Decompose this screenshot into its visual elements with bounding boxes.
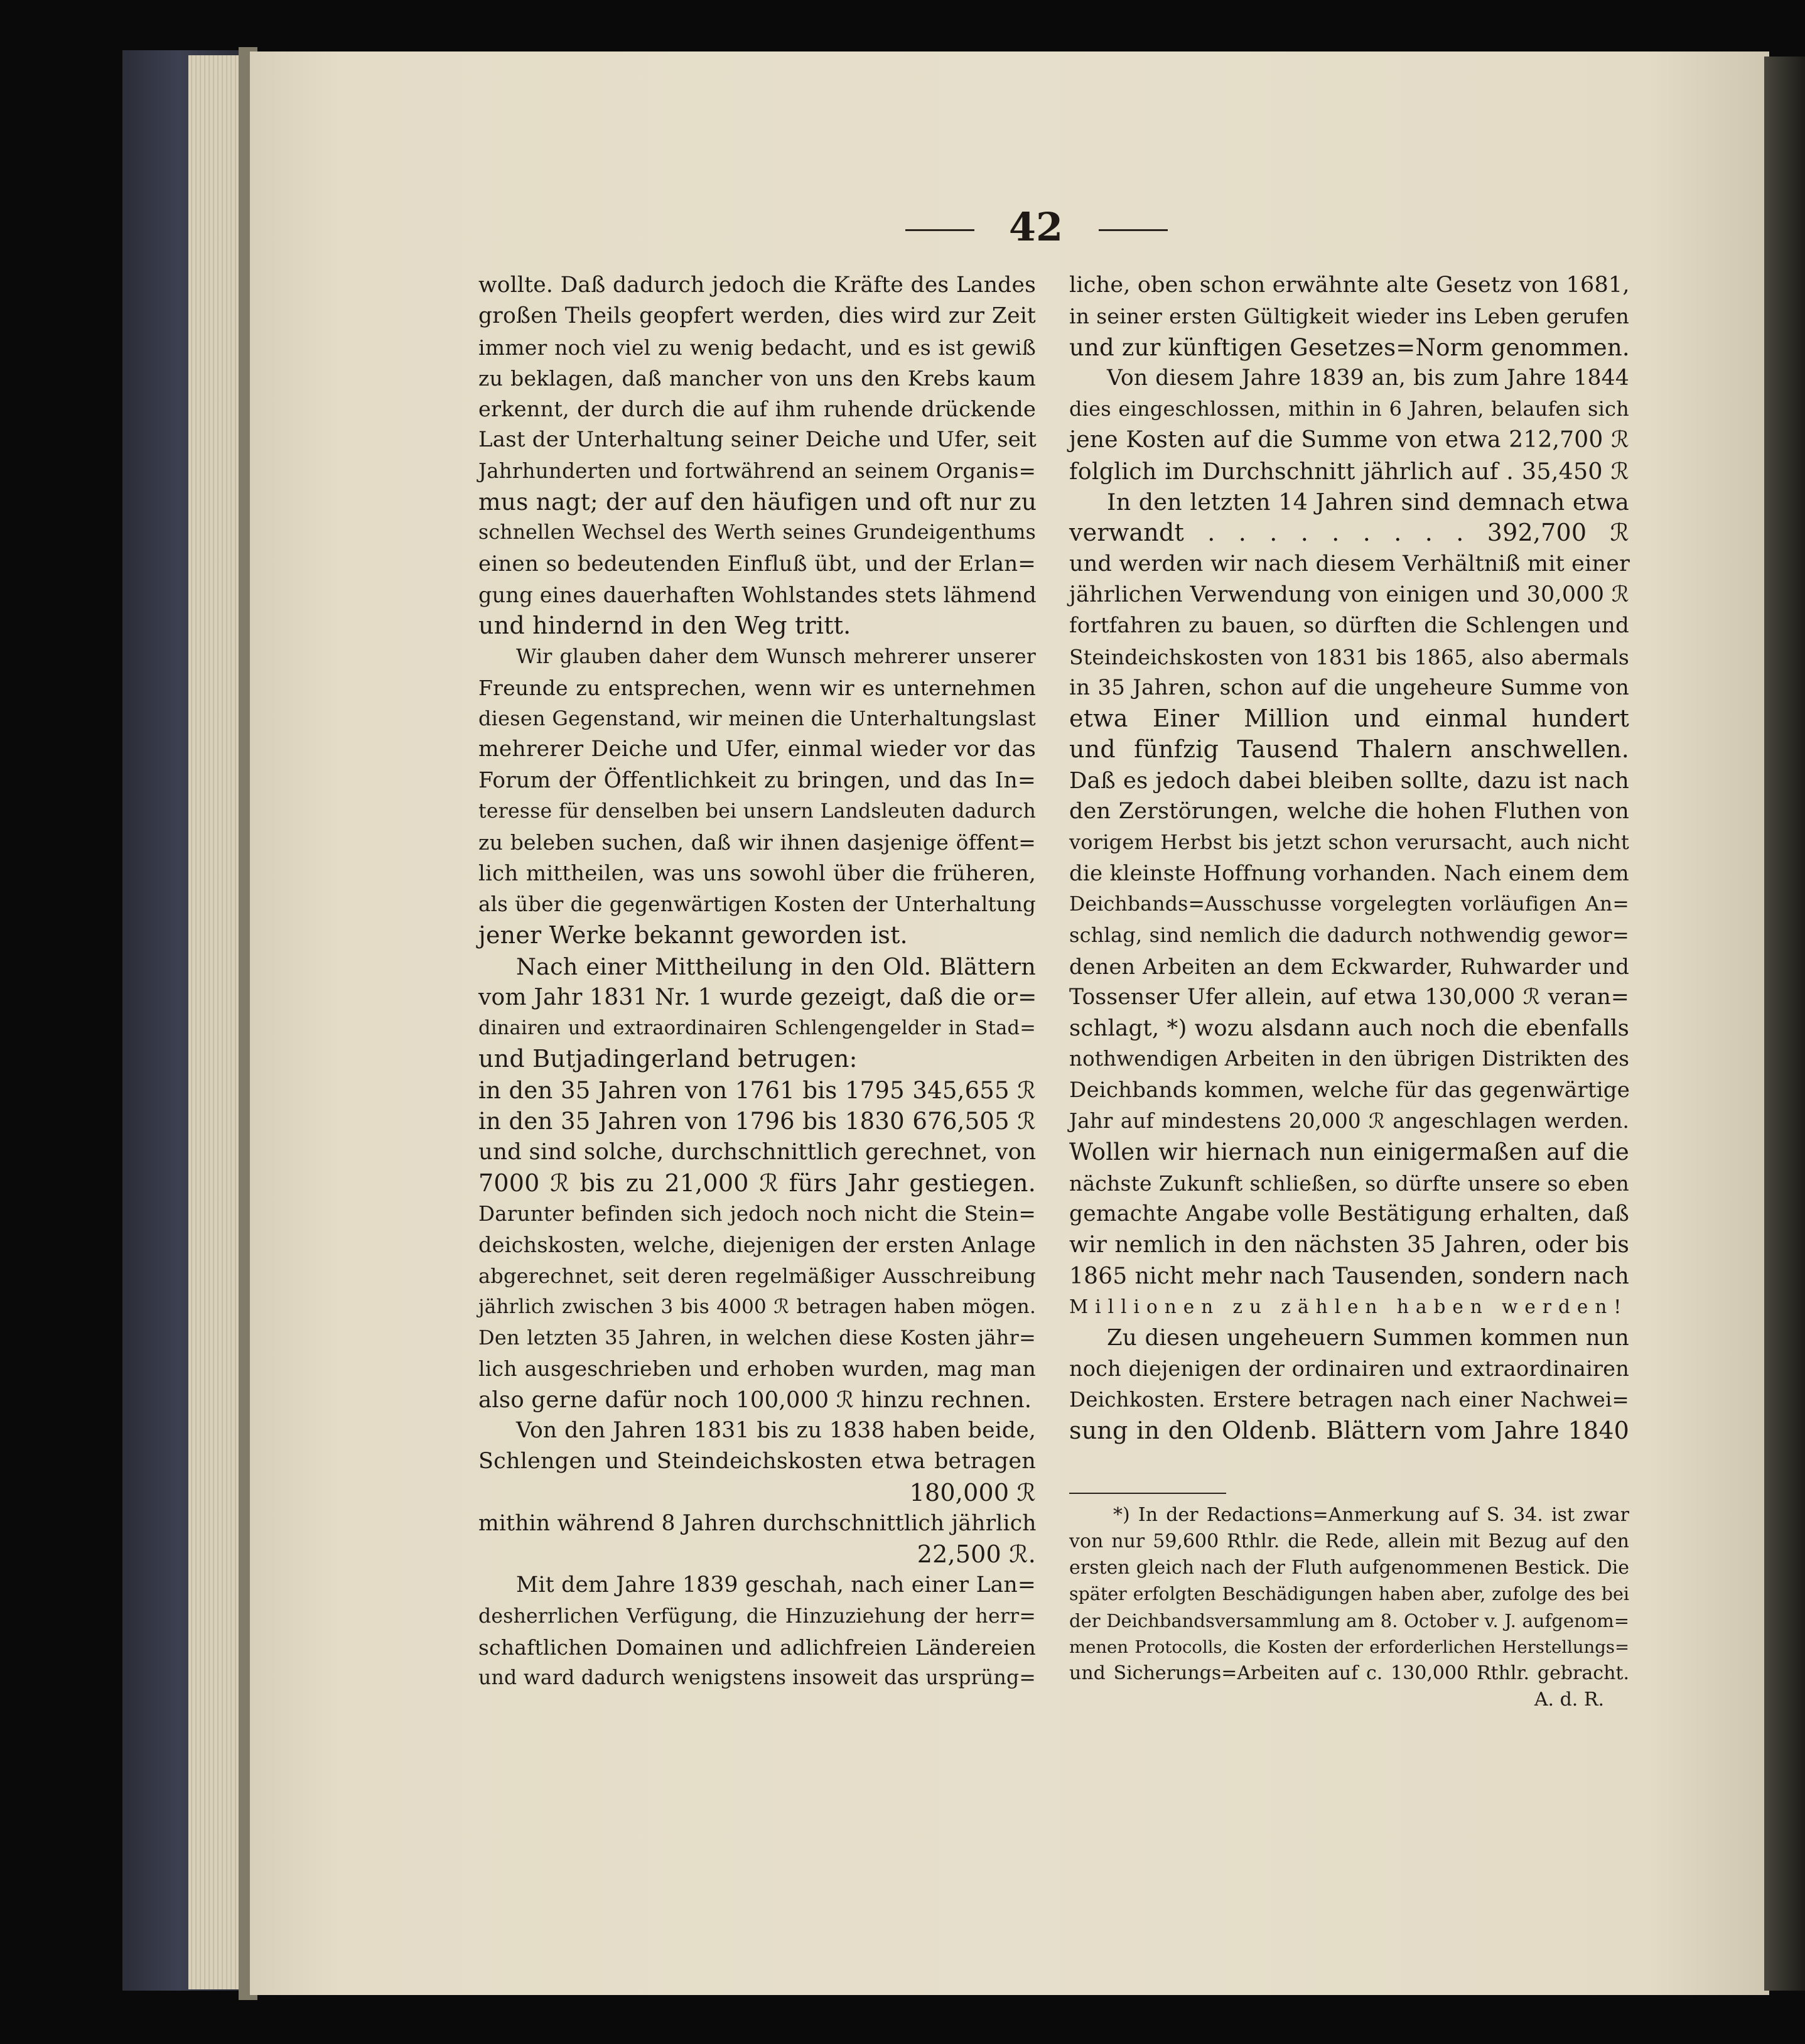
text-line: Forum der Öffentlichkeit zu bringen, und das In=	[478, 767, 1036, 793]
text-line: lich ausgeschrieben und erhoben wurden, mag man	[478, 1356, 1036, 1382]
text-line: Zu diesen ungeheuern Summen kommen nun	[1107, 1325, 1629, 1351]
text-line: und sind solche, durchschnittlich gerechnet, von	[478, 1139, 1037, 1165]
text-line: folglich im Durchschnitt jährlich auf . 35,450 ℛ	[1069, 457, 1629, 485]
text-line: Freunde zu entsprechen, wenn wir es unternehmen	[478, 675, 1036, 700]
footnote-signature: A. d. R.	[1534, 1689, 1604, 1711]
amount-line: 180,000 ℛ	[909, 1478, 1036, 1506]
text-line: jährlich zwischen 3 bis 4000 ℛ betragen haben mögen.	[478, 1295, 1036, 1318]
amount-line: 22,500 ℛ.	[917, 1540, 1036, 1569]
text-line: mus nagt; der auf den häufigen und oft nur zu	[478, 488, 1037, 516]
text-line: nothwendigen Arbeiten in den übrigen Distrikten des	[1069, 1047, 1630, 1071]
text-line: gung eines dauerhaften Wohlstandes stets lähmend	[478, 582, 1037, 607]
text-line: teresse für denselben bei unsern Landsleuten dadurch	[478, 800, 1036, 823]
text-line: dies eingeschlossen, mithin in 6 Jahren, belaufen sich	[1069, 397, 1629, 421]
text-line: Steindeichskosten von 1831 bis 1865, also abermals	[1069, 644, 1629, 669]
table-row: in den 35 Jahren von 1761 bis 1795 345,655 ℛ	[478, 1076, 1036, 1104]
text-line: Mit dem Jahre 1839 geschah, nach einer Lan=	[516, 1572, 1036, 1598]
footnote-line: ersten gleich nach der Fluth aufgenommenen Bestick. Die	[1069, 1557, 1629, 1579]
text-line: desherrlichen Verfügung, die Hinzuziehung der herr=	[478, 1604, 1036, 1628]
text-line: Von den Jahren 1831 bis zu 1838 haben beide,	[516, 1417, 1036, 1443]
text-line: abgerechnet, seit deren regelmäßiger Ausschreibung	[478, 1263, 1036, 1288]
text-line: schlag, sind nemlich die dadurch nothwendig gewor=	[1069, 923, 1629, 948]
text-line: und ward dadurch wenigstens insoweit das ursprüng=	[478, 1667, 1036, 1690]
text-line: mithin während 8 Jahren durchschnittlich jährlich	[478, 1510, 1037, 1536]
text-line: Tossenser Ufer allein, auf etwa 130,000 ℛ veran=	[1069, 984, 1629, 1010]
text-line: Daß es jedoch dabei bleiben sollte, dazu ist nach	[1069, 767, 1629, 794]
text-line: schaftlichen Domainen und adlichfreien Ländereien	[478, 1635, 1036, 1660]
text-line: und zur künftigen Gesetzes=Norm genommen.	[1069, 333, 1630, 361]
text-line: und Butjadingerland betrugen:	[478, 1045, 858, 1073]
text-line: zu beklagen, daß mancher von uns den Krebs kaum	[478, 365, 1036, 391]
right-page-edge	[1764, 57, 1805, 1991]
footnote-line: später erfolgten Beschädigungen haben aber, zufolge des bei	[1069, 1584, 1629, 1604]
text-line: in seiner ersten Gültigkeit wieder ins Leben gerufen	[1069, 304, 1629, 329]
text-line: liche, oben schon erwähnte alte Gesetz von 1681,	[1069, 273, 1630, 298]
text-line: Den letzten 35 Jahren, in welchen diese Kosten jähr=	[478, 1326, 1036, 1350]
text-line: denen Arbeiten an dem Eckwarder, Ruhwarder und	[1069, 954, 1629, 979]
footnote-line: menen Protocolls, die Kosten der erforderlichen Herstellungs=	[1069, 1637, 1629, 1657]
text-line: In den letzten 14 Jahren sind demnach etwa	[1107, 489, 1629, 516]
text-line: jener Werke bekannt geworden ist.	[478, 921, 908, 949]
text-line: und werden wir nach diesem Verhältniß mit einer	[1069, 551, 1630, 576]
text-line: Jahrhunderten und fortwährend an seinem Organis=	[478, 458, 1036, 483]
page-number: 42	[1008, 204, 1064, 250]
text-line: jene Kosten auf die Summe von etwa 212,700 ℛ	[1069, 427, 1629, 453]
spaced-text-line: etwa Einer Million und einmal hundert	[1069, 705, 1629, 733]
footnote-line: *) In der Redactions=Anmerkung auf S. 34. ist zwar	[1113, 1504, 1629, 1526]
text-line: Wir glauben daher dem Wunsch mehrerer unserer	[516, 645, 1036, 668]
text-line: einen so bedeutenden Einfluß übt, und der Erlan=	[478, 551, 1036, 576]
text-line: fortfahren zu bauen, so dürften die Schlengen und	[1069, 613, 1629, 639]
text-line: schlagt, *) wozu alsdann auch noch die ebenfalls	[1069, 1015, 1629, 1042]
text-line: Deichkosten. Erstere betragen nach einer Nachwei=	[1069, 1387, 1629, 1412]
text-line: die kleinste Hoffnung vorhanden. Nach einem dem	[1069, 860, 1629, 886]
text-line: sung in den Oldenb. Blättern vom Jahre 1840	[1069, 1416, 1629, 1444]
footnote	[1069, 1502, 1629, 1713]
text-line: vorigem Herbst bis jetzt schon verursacht, auch nicht	[1069, 830, 1629, 855]
header-rule-right	[1099, 229, 1168, 231]
text-line: vom Jahr 1831 Nr. 1 wurde gezeigt, daß die or=	[478, 984, 1037, 1010]
footnote-line: von nur 59,600 Rthlr. die Rede, allein mit Bezug auf den	[1069, 1530, 1629, 1552]
text-line: 7000 ℛ bis zu 21,000 ℛ fürs Jahr gestiegen.	[478, 1169, 1036, 1197]
text-line: Von diesem Jahre 1839 an, bis zum Jahre 1844	[1107, 365, 1629, 391]
spaced-text-line: und fünfzig Tausend Thalern anschwellen.	[1069, 735, 1629, 764]
text-line: großen Theils geopfert werden, dies wird zur Zeit	[478, 303, 1036, 329]
right-text-column	[1069, 270, 1629, 1446]
text-line: also gerne dafür noch 100,000 ℛ hinzu rechnen.	[478, 1387, 1032, 1413]
text-line: Nach einer Mittheilung in den Old. Blättern	[516, 953, 1036, 980]
text-line: Darunter befinden sich jedoch noch nicht die Stein=	[478, 1201, 1036, 1226]
text-line: 1865 nicht mehr nach Tausenden, sondern nach	[1069, 1263, 1629, 1289]
text-line: dinairen und extraordinairen Schlengengelder in Stad=	[478, 1017, 1036, 1040]
spaced-text-line: Millionen zu zählen haben werden!	[1069, 1295, 1629, 1317]
text-line: Deichbands=Ausschusse vorgelegten vorläufigen An=	[1069, 892, 1629, 916]
table-row: in den 35 Jahren von 1796 bis 1830 676,505 ℛ	[478, 1108, 1036, 1135]
text-line: Deichbands kommen, welche für das gegenwärtige	[1069, 1077, 1630, 1103]
footnote-line: und Sicherungs=Arbeiten auf c. 130,000 Rthlr. gebracht.	[1069, 1662, 1629, 1684]
text-line: in 35 Jahren, schon auf die ungeheure Summe von	[1069, 674, 1629, 700]
text-line: zu beleben suchen, daß wir ihnen dasjenige öffent=	[478, 830, 1036, 855]
text-line: Jahr auf mindestens 20,000 ℛ angeschlagen werden.	[1069, 1109, 1629, 1133]
text-line: und hindernd in den Weg tritt.	[478, 612, 851, 640]
text-line: nächste Zukunft schließen, so dürfte unsere so eben	[1069, 1171, 1629, 1196]
text-line: diesen Gegenstand, wir meinen die Unterhaltungslast	[478, 706, 1036, 731]
text-line: schnellen Wechsel des Werth seines Grundeigenthums	[478, 521, 1036, 544]
text-line: gemachte Angabe volle Bestätigung erhalten, daß	[1069, 1201, 1629, 1226]
text-line: immer noch viel zu wenig bedacht, und es ist gewiß	[478, 335, 1036, 360]
left-text-column	[478, 270, 1036, 1694]
footnote-rule	[1069, 1493, 1226, 1494]
text-line: wir nemlich in den nächsten 35 Jahren, oder bis	[1069, 1232, 1629, 1258]
text-line: als über die gegenwärtigen Kosten der Unterhaltung	[478, 892, 1036, 916]
text-line: noch diejenigen der ordinairen und extraordinairen	[1069, 1356, 1629, 1382]
text-line: deichskosten, welche, diejenigen der ersten Anlage	[478, 1233, 1036, 1258]
text-line: Schlengen und Steindeichskosten etwa betragen	[478, 1449, 1036, 1474]
text-line: lich mittheilen, was uns sowohl über die früheren,	[478, 860, 1036, 886]
text-line: den Zerstörungen, welche die hohen Fluthen von	[1069, 799, 1629, 825]
text-line: jährlichen Verwendung von einigen und 30,000 ℛ	[1069, 581, 1629, 607]
footnote-line: der Deichbandsversammlung am 8. October v. J. aufgenom=	[1069, 1610, 1629, 1631]
text-line: wollte. Daß dadurch jedoch die Kräfte des Landes	[478, 273, 1036, 298]
text-line: mehrerer Deiche und Ufer, einmal wieder vor das	[478, 737, 1036, 762]
text-line: erkennt, der durch die auf ihm ruhende drückende	[478, 397, 1036, 422]
header-rule-left	[905, 229, 974, 231]
text-line: verwandt . . . . . . . . . 392,700 ℛ	[1069, 519, 1629, 547]
text-line: Wollen wir hiernach nun einigermaßen auf die	[1069, 1138, 1629, 1166]
text-line: Last der Unterhaltung seiner Deiche und Ufer, seit	[478, 427, 1037, 453]
